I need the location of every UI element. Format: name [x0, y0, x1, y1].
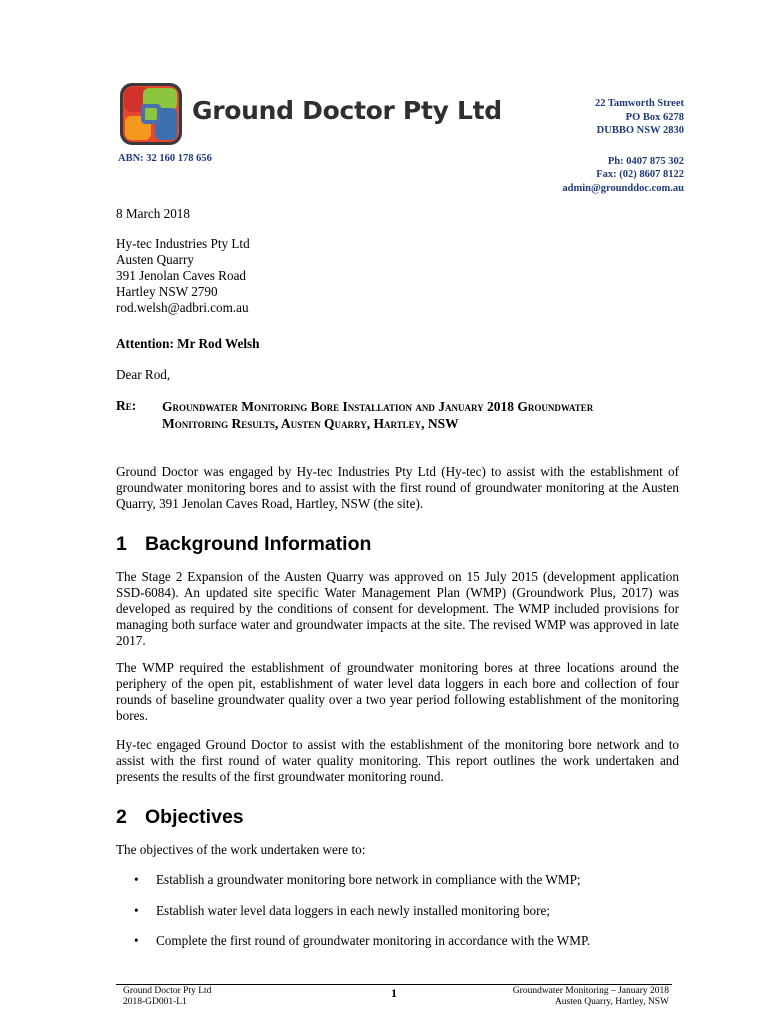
footer-left: [123, 986, 211, 1008]
salutation: Dear Rod,: [116, 367, 171, 382]
recipient-line: Austen Quarry: [116, 252, 195, 267]
fax-number: Fax: (02) 8607 8122: [596, 169, 684, 180]
footer-right: [513, 986, 669, 1008]
address-line: 22 Tamworth Street: [594, 98, 684, 109]
recipient-address: [116, 236, 250, 316]
phone-number: Ph: 0407 875 302: [607, 155, 684, 167]
bullet-icon: •: [134, 902, 139, 918]
address-line: DUBBO NSW 2830: [596, 125, 684, 136]
footer-divider: [116, 984, 672, 985]
ground-doctor-logo: [119, 82, 183, 146]
section-number: 2: [116, 806, 127, 828]
body-paragraph: The WMP required the establishment of groundwater monitoring bores at three locations around the periphery of the open pit, establishment of water level data loggers in each bore and collection of four rounds of baseline groundwater quality over a two year period following establishment of the monitoring bores.: [116, 660, 679, 723]
list-item-text: Establish water level data loggers in each newly installed monitoring bore;: [156, 902, 551, 918]
section-number: 1: [116, 533, 127, 555]
intro-paragraph: Ground Doctor was engaged by Hy-tec Industries Pty Ltd (Hy-tec) to assist with the establishment of groundwater monitoring bores and to assist with the first round of groundwater monitoring at the Austen Quarry, 391 Jenolan Caves Road, Hartley, NSW (the site).: [116, 464, 679, 511]
abn: ABN: 32 160 178 656: [118, 153, 212, 164]
footer-company: Ground Doctor Pty Ltd: [123, 986, 212, 996]
attention-line: Attention: Mr Rod Welsh: [116, 336, 260, 351]
footer-reference: 2018-GD001-L1: [123, 997, 187, 1007]
footer-report-title: Groundwater Monitoring – January 2018: [512, 986, 669, 996]
page-number: 1: [391, 986, 397, 1000]
recipient-line: 391 Jenolan Caves Road: [116, 268, 247, 283]
section-heading-background: [116, 533, 371, 556]
subject-title: Groundwater Monitoring Bore Installation and January 2018 Groundwater Monitoring Results, Austen Quarry, Hartley, NSW: [162, 399, 594, 431]
section-title: Objectives: [145, 806, 244, 828]
objectives-intro: The objectives of the work undertaken were to:: [116, 842, 366, 857]
list-item-text: Establish a groundwater monitoring bore network in compliance with the WMP;: [156, 872, 581, 887]
contact-block: [562, 97, 684, 195]
body-paragraph: Hy-tec engaged Ground Doctor to assist with the establishment of the monitoring bore network and to assist with the first round of water quality monitoring. This report outlines the work undertaken and presents the results of the first groundwater monitoring round.: [116, 737, 679, 784]
letter-date: 8 March 2018: [116, 206, 190, 221]
email-address: admin@grounddoc.com.au: [562, 182, 684, 194]
recipient-line: Hy-tec Industries Pty Ltd: [116, 236, 250, 251]
address-line: PO Box 6278: [625, 111, 684, 123]
section-title: Background Information: [145, 533, 372, 555]
list-item: [130, 933, 590, 964]
recipient-line: Hartley NSW 2790: [116, 284, 218, 299]
list-item: [130, 872, 590, 903]
bullet-icon: •: [134, 933, 139, 948]
body-paragraph: The Stage 2 Expansion of the Austen Quarry was approved on 15 July 2015 (development application SSD-6084). An updated site specific Water Management Plan (WMP) (Groundwork Plus, 2017) was developed as required by the conditions of consent for development. The WMP included provisions for managing both surface water and groundwater impacts at the site. The revised WMP was approved in late 2017.: [116, 569, 679, 648]
re-label: Re:: [116, 398, 137, 413]
list-item: [130, 903, 590, 934]
footer-location: Austen Quarry, Hartley, NSW: [554, 997, 669, 1007]
recipient-email: rod.welsh@adbri.com.au: [116, 300, 249, 315]
company-name: Ground Doctor Pty Ltd: [192, 96, 502, 125]
section-heading-objectives: [116, 806, 244, 829]
list-item-text: Complete the first round of groundwater monitoring in accordance with the WMP.: [156, 933, 591, 948]
bullet-icon: •: [134, 872, 139, 887]
objectives-list: [130, 872, 590, 964]
